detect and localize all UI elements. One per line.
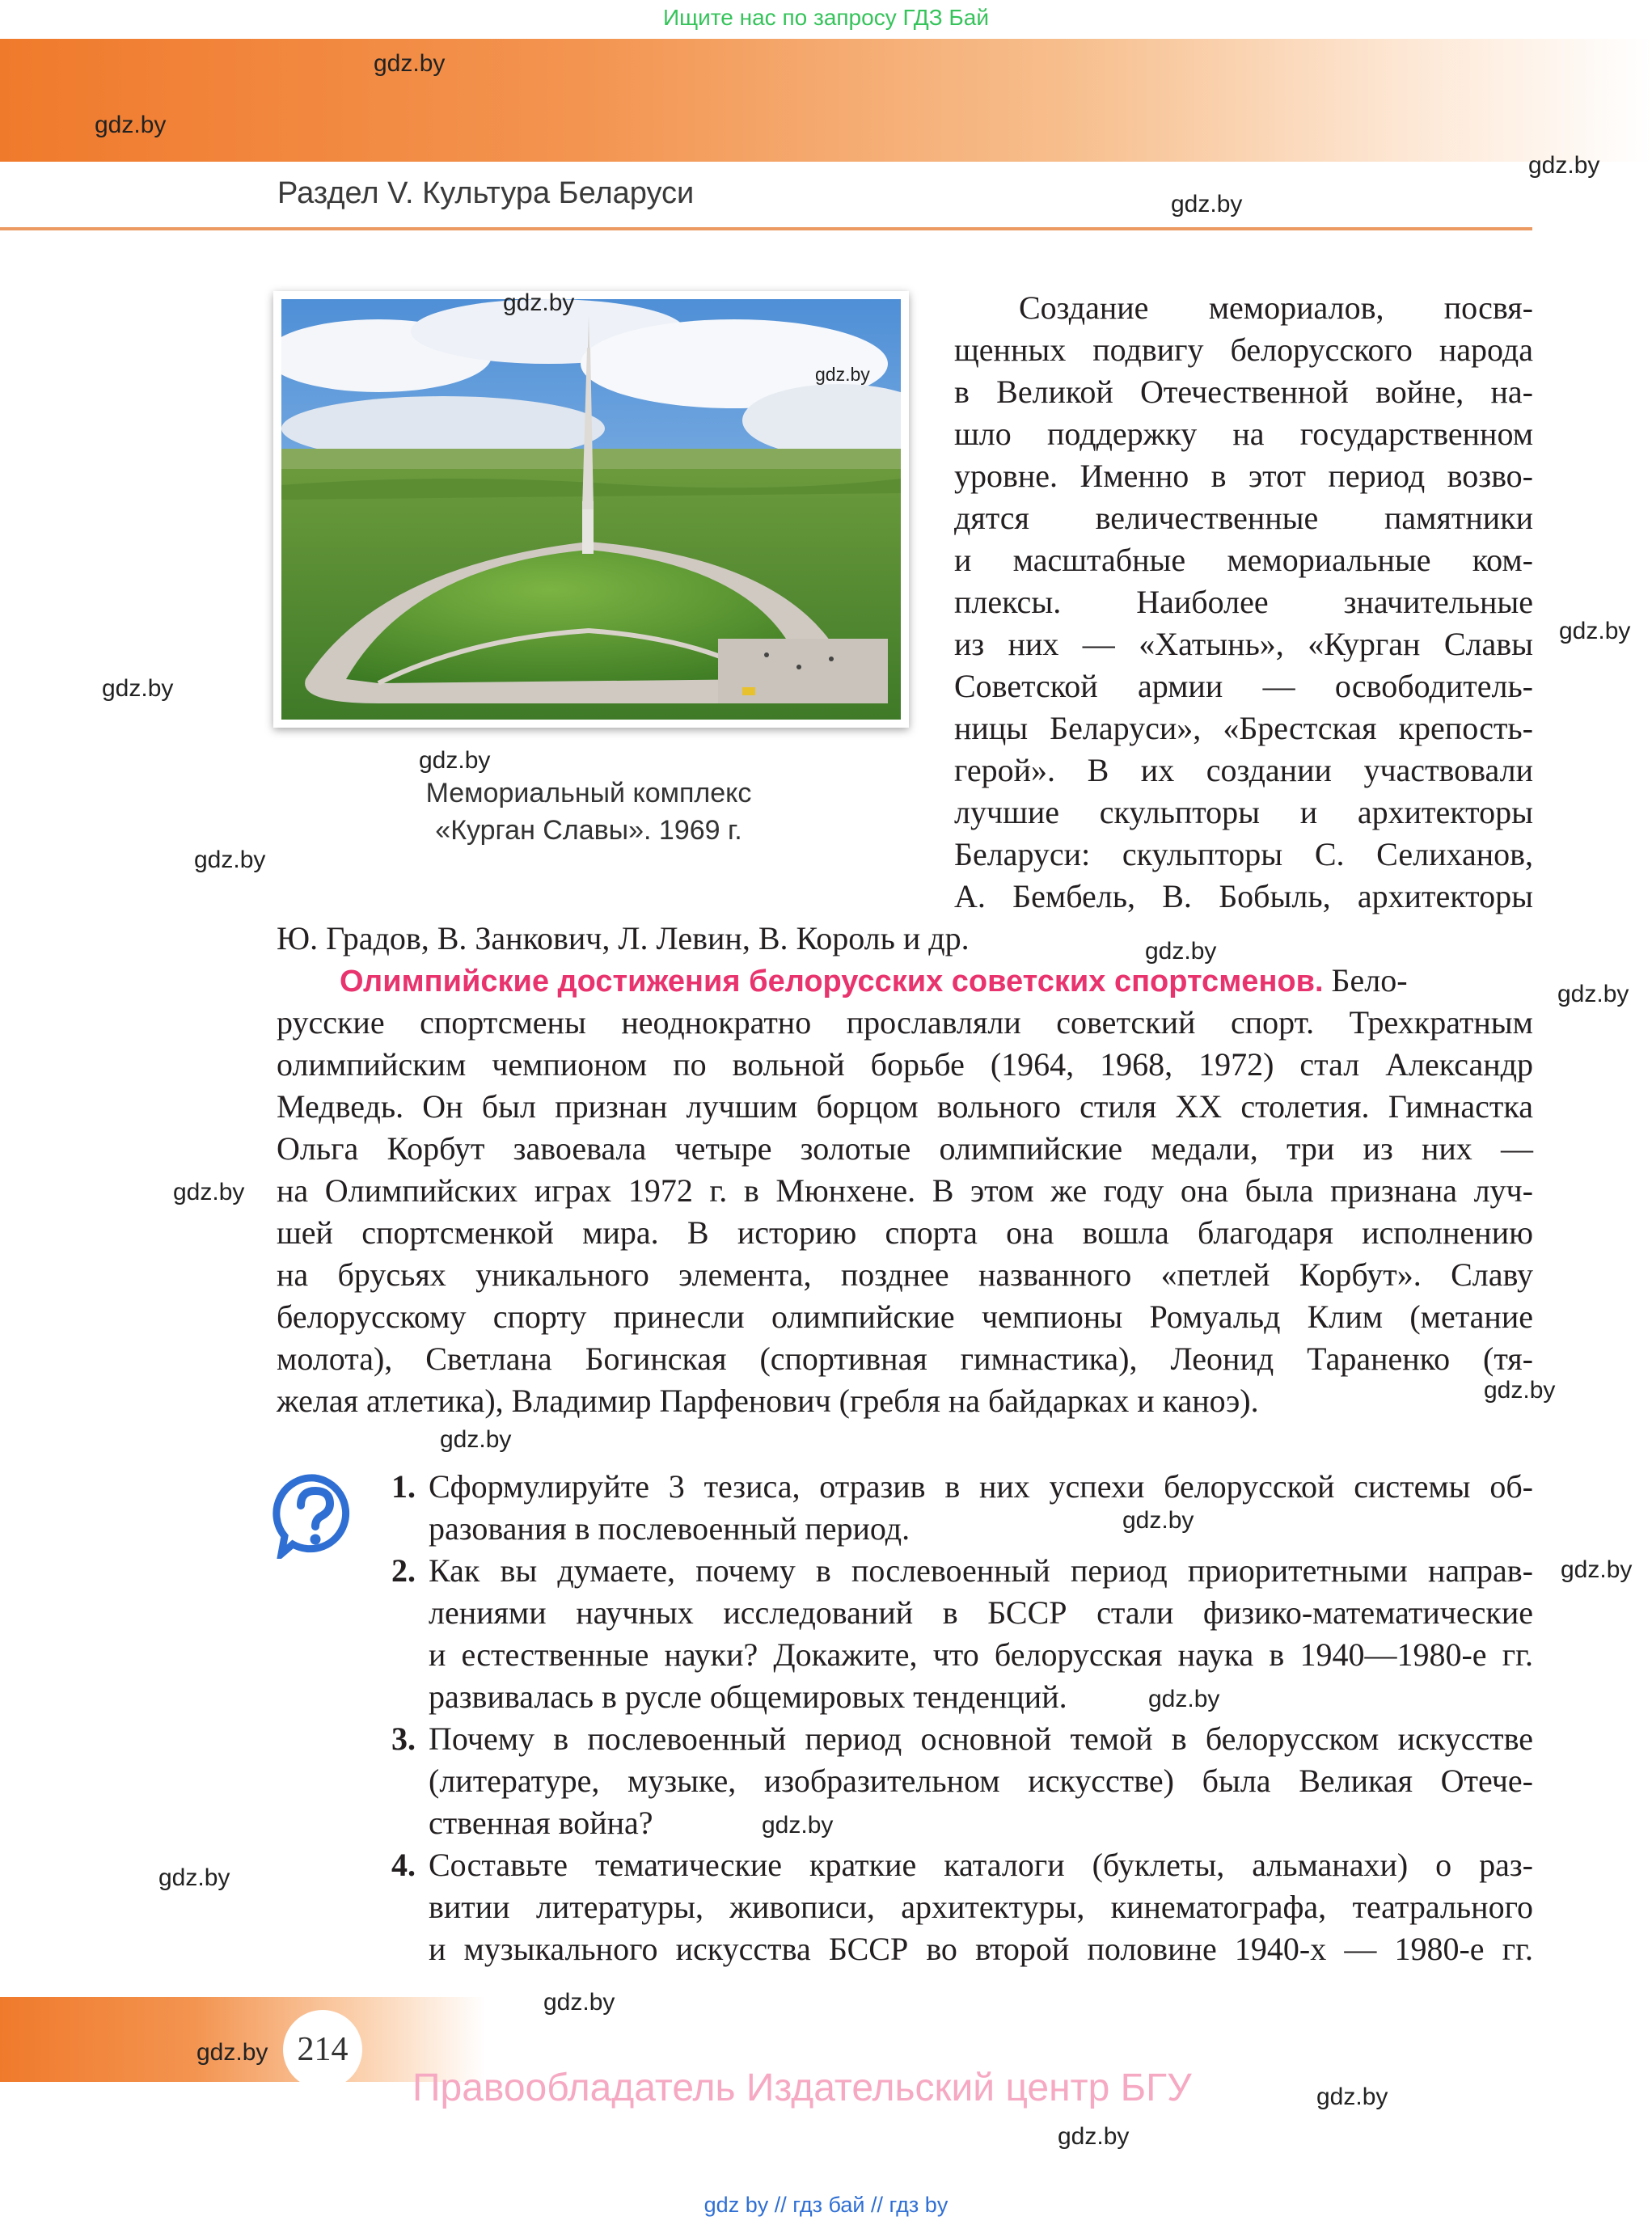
watermark: gdz.by <box>440 1426 512 1453</box>
question-number: 4. <box>391 1847 416 1883</box>
text-line: ницы Беларуси», «Брестская крепость- <box>954 710 1533 746</box>
text-line: в Великой Отечественной войне, на- <box>954 374 1533 410</box>
watermark: gdz.by <box>1316 2084 1388 2110</box>
text-line: лучшие скульпторы и архитекторы <box>954 794 1533 830</box>
watermark: gdz.by <box>543 1989 615 2016</box>
text-line: Как вы думаете, почему в послевоенный период приоритетными направ- <box>429 1552 1533 1589</box>
text-line: Ольга Корбут завоевала четыре золотые олимпийские медали, три из них — <box>277 1130 1533 1167</box>
watermark: gdz.by <box>1058 2123 1130 2150</box>
text-line: Советской армии — освободитель- <box>954 668 1533 704</box>
memorial-photo <box>273 291 909 728</box>
text-line: на брусьях уникального элемента, позднее названного «петлей Корбут». Славу <box>277 1256 1533 1293</box>
watermark: gdz.by <box>419 747 491 774</box>
text-line: Беларуси: скульпторы С. Селиханов, <box>954 836 1533 872</box>
page-number: 214 <box>283 2010 362 2089</box>
text-line: Медведь. Он был признан лучшим борцом вольного стиля XX столетия. Гимнастка <box>277 1088 1533 1125</box>
watermark: gdz.by <box>102 675 174 702</box>
question-mark-icon <box>272 1473 357 1563</box>
text-line: шло поддержку на государственном <box>954 416 1533 452</box>
watermark: gdz.by <box>1561 1556 1633 1583</box>
text-line: и масштабные мемориальные ком- <box>954 542 1533 578</box>
link-gdz-by[interactable]: gdz by <box>703 2193 769 2217</box>
text-line: белорусскому спорту принесли олимпийские чемпионы Ромуальд Клим (метание <box>277 1298 1533 1335</box>
text-line: уровне. Именно в этот период возво- <box>954 458 1533 494</box>
watermark: gdz.by <box>173 1179 245 1205</box>
text-line: желая атлетика), Владимир Парфенович (гребля на байдарках и каноэ). <box>277 1383 1259 1419</box>
text-line: лениями научных исследований в БССР стали физико-математические <box>429 1594 1533 1631</box>
text-line: шей спортсменкой мира. В историю спорта она вошла благодаря исполнению <box>277 1214 1533 1251</box>
watermark: gdz.by <box>196 2039 268 2066</box>
search-banner[interactable]: Ищите нас по запросу ГДЗ Бай <box>662 5 990 30</box>
watermark: gdz.by <box>158 1864 230 1891</box>
link-gdz-by-2[interactable]: гдз by <box>889 2193 949 2217</box>
text-line: и музыкального искусства БССР во второй половине 1940-х — 1980-е гг. <box>429 1931 1533 1967</box>
text-line: на Олимпийских играх 1972 г. в Мюнхене. В этом же году она была признана луч- <box>277 1172 1533 1209</box>
header-rule <box>0 227 1532 230</box>
watermark: gdz.by <box>1484 1377 1556 1404</box>
link-separator: // <box>774 2193 787 2217</box>
text-line: витии литературы, живописи, архитектуры, кинематографа, театрального <box>429 1889 1533 1925</box>
text-line: плексы. Наиболее значительные <box>954 584 1533 620</box>
watermark: gdz.by <box>1171 191 1243 217</box>
text-line: Почему в послевоенный период основной темой в белорусском искусстве <box>429 1720 1533 1757</box>
watermark: gdz.by <box>1559 618 1631 644</box>
text-line: и естественные науки? Докажите, что белорусская наука в 1940—1980-е гг. <box>429 1636 1533 1673</box>
watermark: gdz.by <box>1528 152 1600 179</box>
watermark: gdz.by <box>95 112 167 138</box>
text-line: (литературе, музыке, изобразительном искусстве) была Великая Отече- <box>429 1763 1533 1799</box>
text-line: развивалась в русле общемировых тенденций. <box>429 1678 1067 1715</box>
copyright-notice: Правообладатель Издательский центр БГУ <box>412 2067 1192 2109</box>
paragraph-heading-line <box>340 960 1533 1002</box>
link-gdz-bai[interactable]: гдз бай <box>792 2193 865 2217</box>
text-line: Ю. Градов, В. Занкович, Л. Левин, В. Король и др. <box>277 920 970 956</box>
watermark: gdz.by <box>1557 981 1629 1007</box>
text-line: русские спортсмены неоднократно прославляли советский спорт. Трехкратным <box>277 1004 1533 1041</box>
link-separator: // <box>871 2193 884 2217</box>
text-line: Составьте тематические краткие каталоги (буклеты, альманахи) о раз- <box>429 1847 1533 1883</box>
watermark: gdz.by <box>762 1812 834 1839</box>
watermark: gdz.by <box>1122 1507 1194 1534</box>
text-line: Создание мемориалов, посвя- <box>1019 289 1533 326</box>
question-number: 3. <box>391 1720 416 1757</box>
memorial-photo-icon <box>281 299 901 720</box>
text-line: ственная война? <box>429 1805 653 1841</box>
text-line: разования в послевоенный период. <box>429 1510 911 1547</box>
watermark: gdz.by <box>194 847 266 873</box>
section-title: Раздел V. Культура Беларуси <box>277 176 695 210</box>
text-line: А. Бембель, В. Бобыль, архитекторы <box>954 878 1533 914</box>
caption-line: «Курган Славы». 1969 г. <box>435 815 742 846</box>
text-line: щенных подвигу белорусского народа <box>954 331 1533 368</box>
text-line: герой». В их создании участвовали <box>954 752 1533 788</box>
text-line: молота), Светлана Богинская (спортивная гимнастика), Леонид Тараненко (тя- <box>277 1340 1533 1377</box>
text-line: олимпийским чемпионом по вольной борьбе (1964, 1968, 1972) стал Александр <box>277 1046 1533 1083</box>
text-line: Сформулируйте 3 тезиса, отразив в них успехи белорусской системы об- <box>429 1468 1533 1505</box>
photo-caption <box>338 775 839 849</box>
header-band <box>0 39 1652 162</box>
caption-line: Мемориальный комплекс <box>425 778 752 809</box>
question-number: 1. <box>391 1468 416 1505</box>
watermark: gdz.by <box>1148 1686 1220 1712</box>
bottom-links <box>0 2193 1652 2218</box>
watermark: gdz.by <box>503 289 575 316</box>
paragraph-heading: Олимпийские достижения белорусских советских спортсменов. <box>340 965 1324 999</box>
text-line: дятся величественные памятники <box>954 500 1533 536</box>
question-number: 2. <box>391 1552 416 1589</box>
text-line: из них — «Хатынь», «Курган Славы <box>954 626 1533 662</box>
watermark: gdz.by <box>374 50 446 77</box>
heading-tail: Бело- <box>1323 962 1408 999</box>
watermark: gdz.by <box>815 364 870 385</box>
watermark: gdz.by <box>1145 938 1217 965</box>
